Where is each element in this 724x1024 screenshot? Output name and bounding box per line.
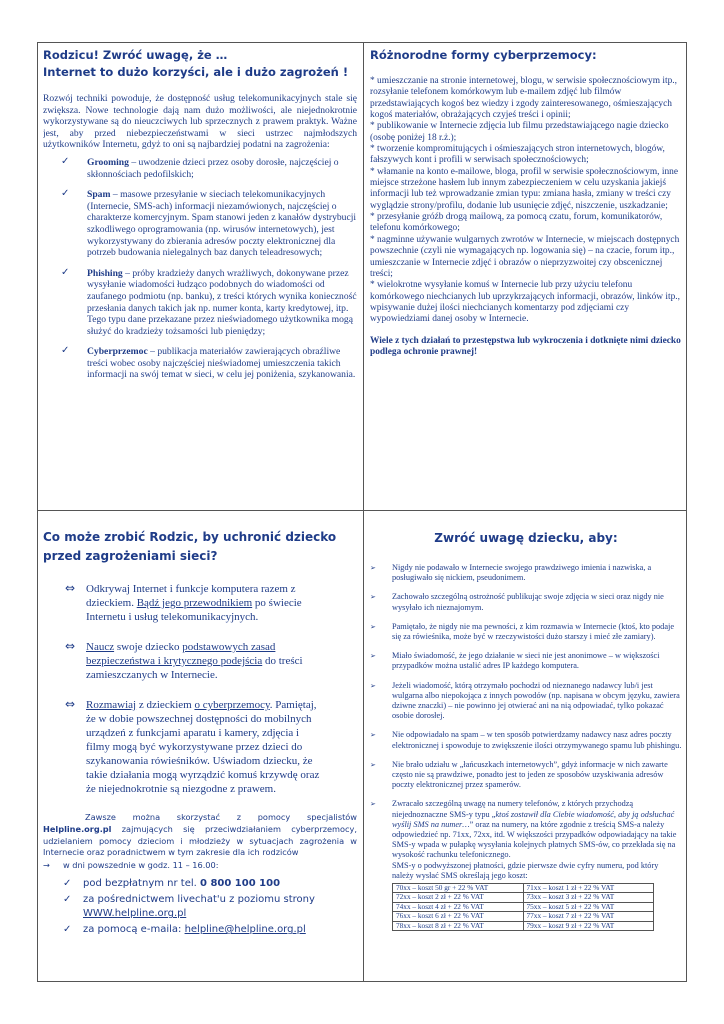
double-arrow-icon: ⇔	[65, 697, 76, 711]
threat-desc: – publikacja materiałów zawierających obraźliwe treści wobec osoby najczęściej nieświadomej umieszczenia takich informacji na swój temat w sieci, w celu jej poniżenia, szykanowania.	[87, 346, 356, 381]
row-divider	[37, 510, 687, 511]
contact-email	[43, 923, 357, 937]
item-emphasis: podstawowych zasad bezpieczeństwa i krytycznego podejścia	[86, 641, 276, 667]
threats-title-2: Internet to dużo korzyści, ale i dużo zagrożeń !	[43, 65, 349, 79]
parent-actions-list	[43, 582, 357, 796]
threat-term: Spam	[87, 189, 111, 201]
threat-desc: – próby kradzieży danych wrażliwych, dokonywane przez wysyłanie wiadomości łudząco podobnych do wiadomości od zaufanego podmiotu (np. banku), z treści których wynika konieczność przesłania danych takich jak np. numer konta, karty kredytowej, itp. Tego typu dane przekazane przez nieświadomego użytkownika mogą służyć do kradzieży tożsamości lub pieniędzy;	[87, 267, 357, 337]
threat-term: Phishing	[87, 267, 123, 279]
list-item	[43, 189, 357, 259]
item-text: do treści zamieszczanych w Internecie.	[86, 655, 303, 681]
arrowhead-bullet-icon: ➢	[370, 622, 376, 631]
tip-text: Nigdy nie podawało w Internecie swojego prawdziwego imienia i nazwiska, a posługiwało się nickiem, pseudonimem.	[392, 563, 652, 583]
contact-list	[43, 877, 357, 937]
contact-phone	[43, 877, 357, 891]
arrow-right-icon: →	[43, 860, 50, 871]
contact-chat	[43, 893, 357, 921]
list-item	[43, 157, 357, 180]
list-item	[370, 651, 682, 671]
table-row	[393, 912, 654, 921]
item-emphasis: o cyberprzemocy	[194, 699, 270, 711]
item-emphasis: Bądź jego przewodnikiem	[136, 597, 253, 609]
table-cell: 73xx – koszt 3 zł + 22 % VAT	[523, 893, 654, 902]
tip-text: Jeżeli wiadomość, którą otrzymało pochodzi od nieznanego nadawcy lub/i jest wulgarna albo niepokojąca z innych powodów (np. napisana w obcym języku, zawiera dziwne znaczki) – nie powinno jej otwierać ani na nią odpowiadać, tylko pokazać osobie dorosłej.	[392, 680, 680, 721]
tip-text: Nie odpowiadało na spam – w ten sposób potwierdzamy nadawcy nasz adres poczty elektronicznej i spowoduje to zwiększenie ilości otrzymywanego spamu lub phishingu.	[392, 730, 682, 750]
arrowhead-bullet-icon: ➢	[370, 800, 376, 809]
item-emphasis: Rozmawiaj	[86, 699, 137, 711]
list-item	[43, 582, 357, 624]
arrowhead-bullet-icon: ➢	[370, 681, 376, 690]
table-cell: 71xx – koszt 1 zł + 22 % VAT	[523, 884, 654, 893]
item-text: z dzieckiem	[136, 699, 195, 711]
threat-desc: – masowe przesyłanie w sieciach telekomunikacyjnych (Internecie, SMS-ach) informacji niezamówionych, najczęściej o charakterze komercyjnym. Spam stanowi jeden z kanałów dystrybucji szkodliwego oprogramowania (np. wirusów internetowych), jest wykorzystywany do zbierania adresów poczty elektronicznej dla potrzeb budowania nielegalnych baz danych teleadresowych;	[87, 189, 357, 259]
table-cell: 77xx – koszt 7 zł + 22 % VAT	[523, 912, 654, 921]
table-cell: 78xx – koszt 8 zł + 22 % VAT	[393, 921, 524, 930]
list-item	[43, 698, 357, 796]
list-item	[43, 640, 357, 682]
table-cell: 79xx – koszt 9 zł + 22 % VAT	[523, 921, 654, 930]
phone-number[interactable]: 0 800 100 100	[200, 878, 281, 890]
legal-warning: Wiele z tych działań to przestępstwa lub wykroczenia i dotknięte nimi dziecko podlega ochronie prawnej!	[370, 335, 681, 357]
item-emphasis: Naucz	[86, 641, 115, 653]
item-text: swoje dziecko	[114, 641, 183, 653]
threat-term: Grooming	[87, 156, 129, 168]
parent-actions-section	[43, 520, 357, 978]
chat-label: za pośrednictwem livechat'u z poziomu strony	[83, 894, 315, 906]
threats-list	[43, 157, 357, 381]
threats-title-1: Rodzicu! Zwróć uwagę, że …	[43, 48, 228, 62]
threat-desc: – uwodzenie dzieci przez osoby dorosłe, najczęściej o skłonnościach pedofilskich;	[87, 156, 339, 180]
item-text: po świecie Internetu i usług telekomunikacyjnych.	[86, 597, 302, 623]
arrowhead-bullet-icon: ➢	[370, 760, 376, 769]
arrowhead-bullet-icon: ➢	[370, 564, 376, 572]
list-item	[43, 268, 357, 338]
double-arrow-icon: ⇔	[65, 639, 76, 653]
helpline-email-link[interactable]: helpline@helpline.org.pl	[184, 924, 306, 936]
hours-text: w dni powszednie w godz. 11 – 16.00:	[63, 860, 219, 871]
helpline-paragraph	[43, 812, 357, 859]
list-item	[43, 346, 357, 381]
tip-text: ” oraz na numery, na które zgodnie z treścią SMS-a należy odpowiedzieć np. 71xx, 72xx, itd. W większości przypadków odpowiadający na takie SMS-y wpada w pułapkę wysyłania kolejnych płatnych SMS-ów, co przekłada się na wysokość rachunku telefonicznego.	[392, 819, 677, 860]
phone-label: pod bezpłatnym nr tel.	[83, 878, 200, 890]
threat-term: Cyberprzemoc	[87, 346, 148, 358]
sms-cost-table	[392, 883, 654, 931]
helpline-brand: Helpline.org.pl	[43, 823, 112, 834]
item-text: Odkrywaj Internet i funkcje komputera razem z dzieckiem.	[86, 583, 296, 609]
child-advice-list	[370, 563, 682, 881]
arrowhead-bullet-icon: ➢	[370, 731, 376, 740]
helpline-hours	[43, 859, 357, 871]
threats-intro: Rozwój techniki powoduje, że dostępność usług telekomunikacyjnych stale się zwiększa. Nowe technologie dają nam dużo możliwości, ale niejednokrotnie wykorzystywane są do nieuczciwych lub sprzecznych z prawem praktyk. Ważne jest, aby przed niebezpieczeństwami w sieci ustrzec najmłodszych użytkowników Internetu, gdyż to oni są najbardziej podatni na zagrożenia:	[43, 93, 357, 151]
checkmark-icon: ✓	[63, 894, 72, 906]
cyberbullying-forms-section	[370, 47, 682, 507]
table-row	[393, 893, 654, 902]
parent-actions-title: Co może zrobić Rodzic, by uchronić dziecko przed zagrożeniami sieci?	[43, 530, 337, 563]
arrowhead-bullet-icon: ➢	[370, 593, 376, 602]
checkmark-icon: ✓	[61, 188, 70, 200]
tip-text: Zwracało szczególną uwagę na numery telefonów, z których przychodzą niejednoznaczne SMS-y typu „	[392, 799, 634, 819]
helpline-website-link[interactable]: WWW.helpline.org.pl	[83, 908, 187, 920]
cyberbullying-forms-title: Różnorodne formy cyberprzemocy:	[370, 48, 597, 62]
helpline-lead: Zawsze można skorzystać z pomocy specjalistów	[85, 812, 357, 822]
tip-italic: ktoś zostawił dla Ciebie wiadomość, aby ją odsłuchać wyślij SMS na numer…	[392, 809, 675, 829]
checkmark-icon: ✓	[63, 924, 72, 936]
arrowhead-bullet-icon: ➢	[370, 652, 376, 661]
threats-section	[43, 47, 357, 507]
table-cell: 72xx – koszt 2 zł + 22 % VAT	[393, 893, 524, 902]
list-item	[370, 799, 682, 881]
tip-text: SMS-y o podwyższonej płatności, gdzie pierwsze dwie cyfry numeru, pod który należy wysłać SMS określają jego koszt:	[392, 860, 659, 880]
list-item	[370, 563, 682, 583]
tip-text: Zachowało szczególną ostrożność publikując swoje zdjęcia w sieci oraz nigdy nie wysyłało ich nieznajomym.	[392, 592, 664, 612]
checkmark-icon: ✓	[61, 266, 70, 278]
table-cell: 74xx – koszt 4 zł + 22 % VAT	[393, 902, 524, 911]
list-item	[370, 592, 682, 612]
item-text: . Pamiętaj, że w dobie powszechnej dostępności do mobilnych urządzeń z funkcjami aparatu i kamery, zdjęcia i filmy mogą być wykorzystywane przez dzieci do szykanowania rówieśników. Uświadom dziecku, że takie działania mogą wyrządzić komuś krzywdę oraz że niejednokrotnie są niezgodne z prawem.	[86, 699, 320, 795]
checkmark-icon: ✓	[63, 878, 72, 890]
child-advice-title: Zwróć uwagę dziecku, aby:	[434, 531, 618, 545]
table-cell: 76xx – koszt 6 zł + 22 % VAT	[393, 912, 524, 921]
tip-text: Miało świadomość, że jego działanie w sieci nie jest anonimowe – w większości przypadków można ustalić adres IP każdego komputera.	[392, 651, 660, 671]
child-advice-section	[370, 520, 682, 978]
list-item	[370, 622, 682, 642]
list-item	[370, 760, 682, 791]
tip-text: Pamiętało, że nigdy nie ma pewności, z kim rozmawia w Internecie (ktoś, kto podaje się za rówieśnika, może być w rzeczywistości dużo starszy i mieć złe zamiary).	[392, 621, 675, 642]
double-arrow-icon: ⇔	[65, 581, 76, 595]
column-divider	[363, 42, 364, 982]
tip-text: Nie brało udziału w „łańcuszkach internetowych”, gdyż informacje w nich zawarte często nie są prawdziwe, ponadto jest to jeden ze sposobów uzyskiwania adresów poczty elektronicznej przez spamerów.	[392, 759, 668, 790]
email-label: za pomocą e-maila:	[83, 924, 185, 936]
helpline-desc: zajmujących się przeciwdziałaniem cyberprzemocy, udzielaniem pomocy dzieciom i młodzieży w sytuacjach zagrożenia w Internecie oraz poradnictwem w tym zakresie dla ich rodziców	[43, 823, 357, 858]
table-cell: 75xx – koszt 5 zł + 22 % VAT	[523, 902, 654, 911]
list-item	[370, 681, 682, 722]
cyberbullying-forms-body: * umieszczanie na stronie internetowej, blogu, w serwisie społecznościowym itp., rozsyłanie telefonem komórkowym lub e-mailem zdjęć lub filmów przedstawiających kogoś bez wiedzy i zgody zainteresowanego, ośmieszających kogoś materiałów, obrażających czyjeś treści i opinii; * publikowanie w Internecie zdjęcia lub filmu przedstawiającego nagie dziecko (osobę poniżej 18 r.ż.); * tworzenie kompromitujących i ośmieszających stron internetowych, blogów, fałszywych kont i profili w serwisach społecznościowych; * włamanie na konto e-mailowe, bloga, profil w serwisie społecznościowym, inne miejsce strzeżone hasłem lub innym zabezpieczeniem w celu uzyskania jakiejś informacji lub też wprowadzanie zmian typu: zmiana hasła, zmiany w treści czy wyglądzie strony/profilu, dodanie lub usunięcie zdjęć, niszczenie, uszkadzanie; * przesyłanie gróźb drogą mailową, za pomocą czatu, forum, komunikatorów, telefonu komórkowego; * nagminne używanie wulgarnych zwrotów w Internecie, w miejscach dostępnych powszechnie (czyli nie wymagających np. logowania się) – na czacie, forum itp., umieszczanie w Internecie zdjęć i obrazów o nieprzyzwoitej czy obscenicznej treści; * wielokrotne wysyłanie komuś w Internecie lub przy użyciu telefonu komórkowego niechcianych lub uprzykrzających informacji, obrazów, linków itp., wpisywanie dużej ilości niechcianych komentarzy pod zdjęciami czy wypowiedziami danej osoby w Internecie.	[370, 76, 680, 325]
checkmark-icon: ✓	[61, 345, 70, 357]
checkmark-icon: ✓	[61, 155, 70, 167]
table-cell: 70xx – koszt 50 gr + 22 % VAT	[393, 884, 524, 893]
list-item	[370, 730, 682, 750]
table-row	[393, 921, 654, 930]
